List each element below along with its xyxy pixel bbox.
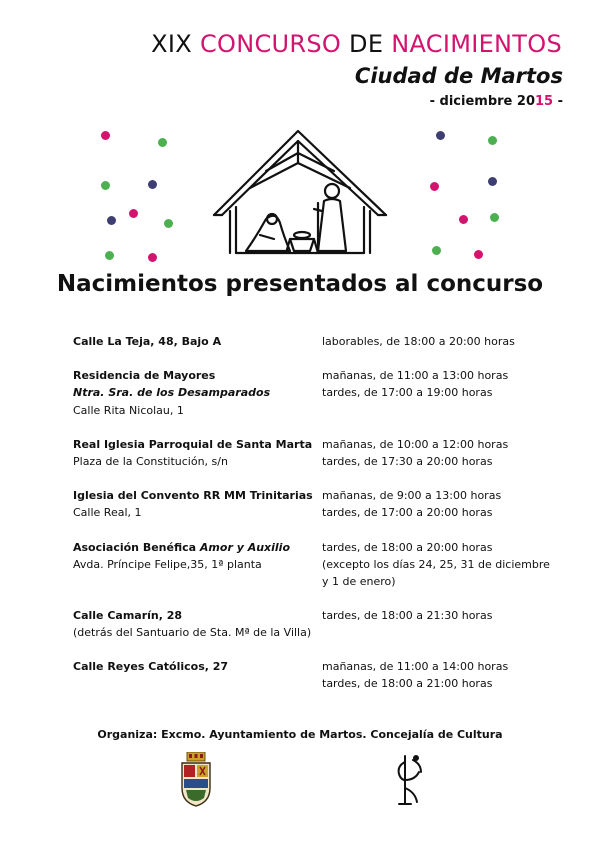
decorative-dot xyxy=(148,180,157,189)
entry-name: Asociación Benéfica xyxy=(73,541,200,554)
entry-schedule: tardes, de 18:00 a 21:30 horas xyxy=(322,609,493,622)
entry-schedule: mañanas, de 9:00 a 13:00 horas xyxy=(322,489,502,502)
entry-name: Real Iglesia Parroquial de Santa Marta xyxy=(73,438,313,451)
decorative-dot xyxy=(488,136,497,145)
title-word-concurso: CONCURSO xyxy=(199,30,342,58)
decorative-dot xyxy=(105,251,114,260)
entry-name: Residencia de Mayores xyxy=(73,369,216,382)
entry-address: Avda. Príncipe Felipe,35, 1ª planta xyxy=(73,558,262,571)
title-word-nacimientos: NACIMIENTOS xyxy=(391,30,562,58)
entry-name-italic: Ntra. Sra. de los Desamparados xyxy=(73,386,271,399)
nativity-icon xyxy=(210,127,390,265)
decorative-dot xyxy=(436,131,445,140)
entry-schedule: mañanas, de 10:00 a 12:00 horas xyxy=(322,438,509,451)
section-heading: Nacimientos presentados al concurso xyxy=(56,271,544,297)
decorative-dot xyxy=(101,181,110,190)
title-mid: DE xyxy=(341,30,392,58)
decorative-dot xyxy=(432,246,441,255)
cultura-logo-icon xyxy=(393,752,427,808)
date-prefix: - diciembre 20 xyxy=(429,94,535,109)
coat-of-arms-icon xyxy=(180,752,212,808)
entry-address: (detrás del Santuario de Sta. Mª de la Villa) xyxy=(73,626,312,639)
decorative-dot xyxy=(490,213,499,222)
decorative-dot xyxy=(101,131,110,140)
entry-schedule: tardes, de 18:00 a 21:00 horas xyxy=(322,677,493,690)
entry-schedule: mañanas, de 11:00 a 13:00 horas xyxy=(322,369,509,382)
decorative-dot xyxy=(164,219,173,228)
entry-address: Calle Rita Nicolau, 1 xyxy=(73,404,184,417)
entry-name: Calle Reyes Católicos, 27 xyxy=(73,660,229,673)
entry-name: Iglesia del Convento RR MM Trinitarias xyxy=(73,489,313,502)
entry-address: Calle Real, 1 xyxy=(73,506,142,519)
entry-address: Plaza de la Constitución, s/n xyxy=(73,455,228,468)
decorative-dot xyxy=(430,182,439,191)
decorative-dot xyxy=(474,250,483,259)
entry-name-line xyxy=(73,539,313,556)
date-highlight: 15 xyxy=(534,94,554,109)
entry-schedule: (excepto los días 24, 25, 31 de diciembre xyxy=(322,558,550,571)
entry-schedule: laborables, de 18:00 a 20:00 horas xyxy=(322,335,515,348)
title-prefix: XIX xyxy=(151,30,200,58)
entry-name: Calle La Teja, 48, Bajo A xyxy=(73,335,222,348)
city-subtitle: Ciudad de Martos xyxy=(354,64,563,88)
entry-schedule: tardes, de 17:30 a 20:00 horas xyxy=(322,455,493,468)
decorative-dot xyxy=(158,138,167,147)
decorative-dot xyxy=(148,253,157,262)
entry-schedule: mañanas, de 11:00 a 14:00 horas xyxy=(322,660,509,673)
decorative-dot xyxy=(129,209,138,218)
entry-schedule: tardes, de 18:00 a 20:00 horas xyxy=(322,541,493,554)
date-suffix: - xyxy=(553,94,563,109)
entry-schedule: tardes, de 17:00 a 20:00 horas xyxy=(322,506,493,519)
entry-schedule: y 1 de enero) xyxy=(322,575,396,588)
entry-name-italic: Amor y Auxilio xyxy=(199,541,291,554)
decorative-dot xyxy=(107,216,116,225)
organizer-credit: Organiza: Excmo. Ayuntamiento de Martos. Concejalía de Cultura xyxy=(97,728,503,741)
decorative-dot xyxy=(488,177,497,186)
decorative-dot xyxy=(459,215,468,224)
contest-title xyxy=(151,30,562,58)
entry-name: Calle Camarín, 28 xyxy=(73,609,183,622)
date-line xyxy=(430,94,563,109)
entry-schedule: tardes, de 17:00 a 19:00 horas xyxy=(322,386,493,399)
